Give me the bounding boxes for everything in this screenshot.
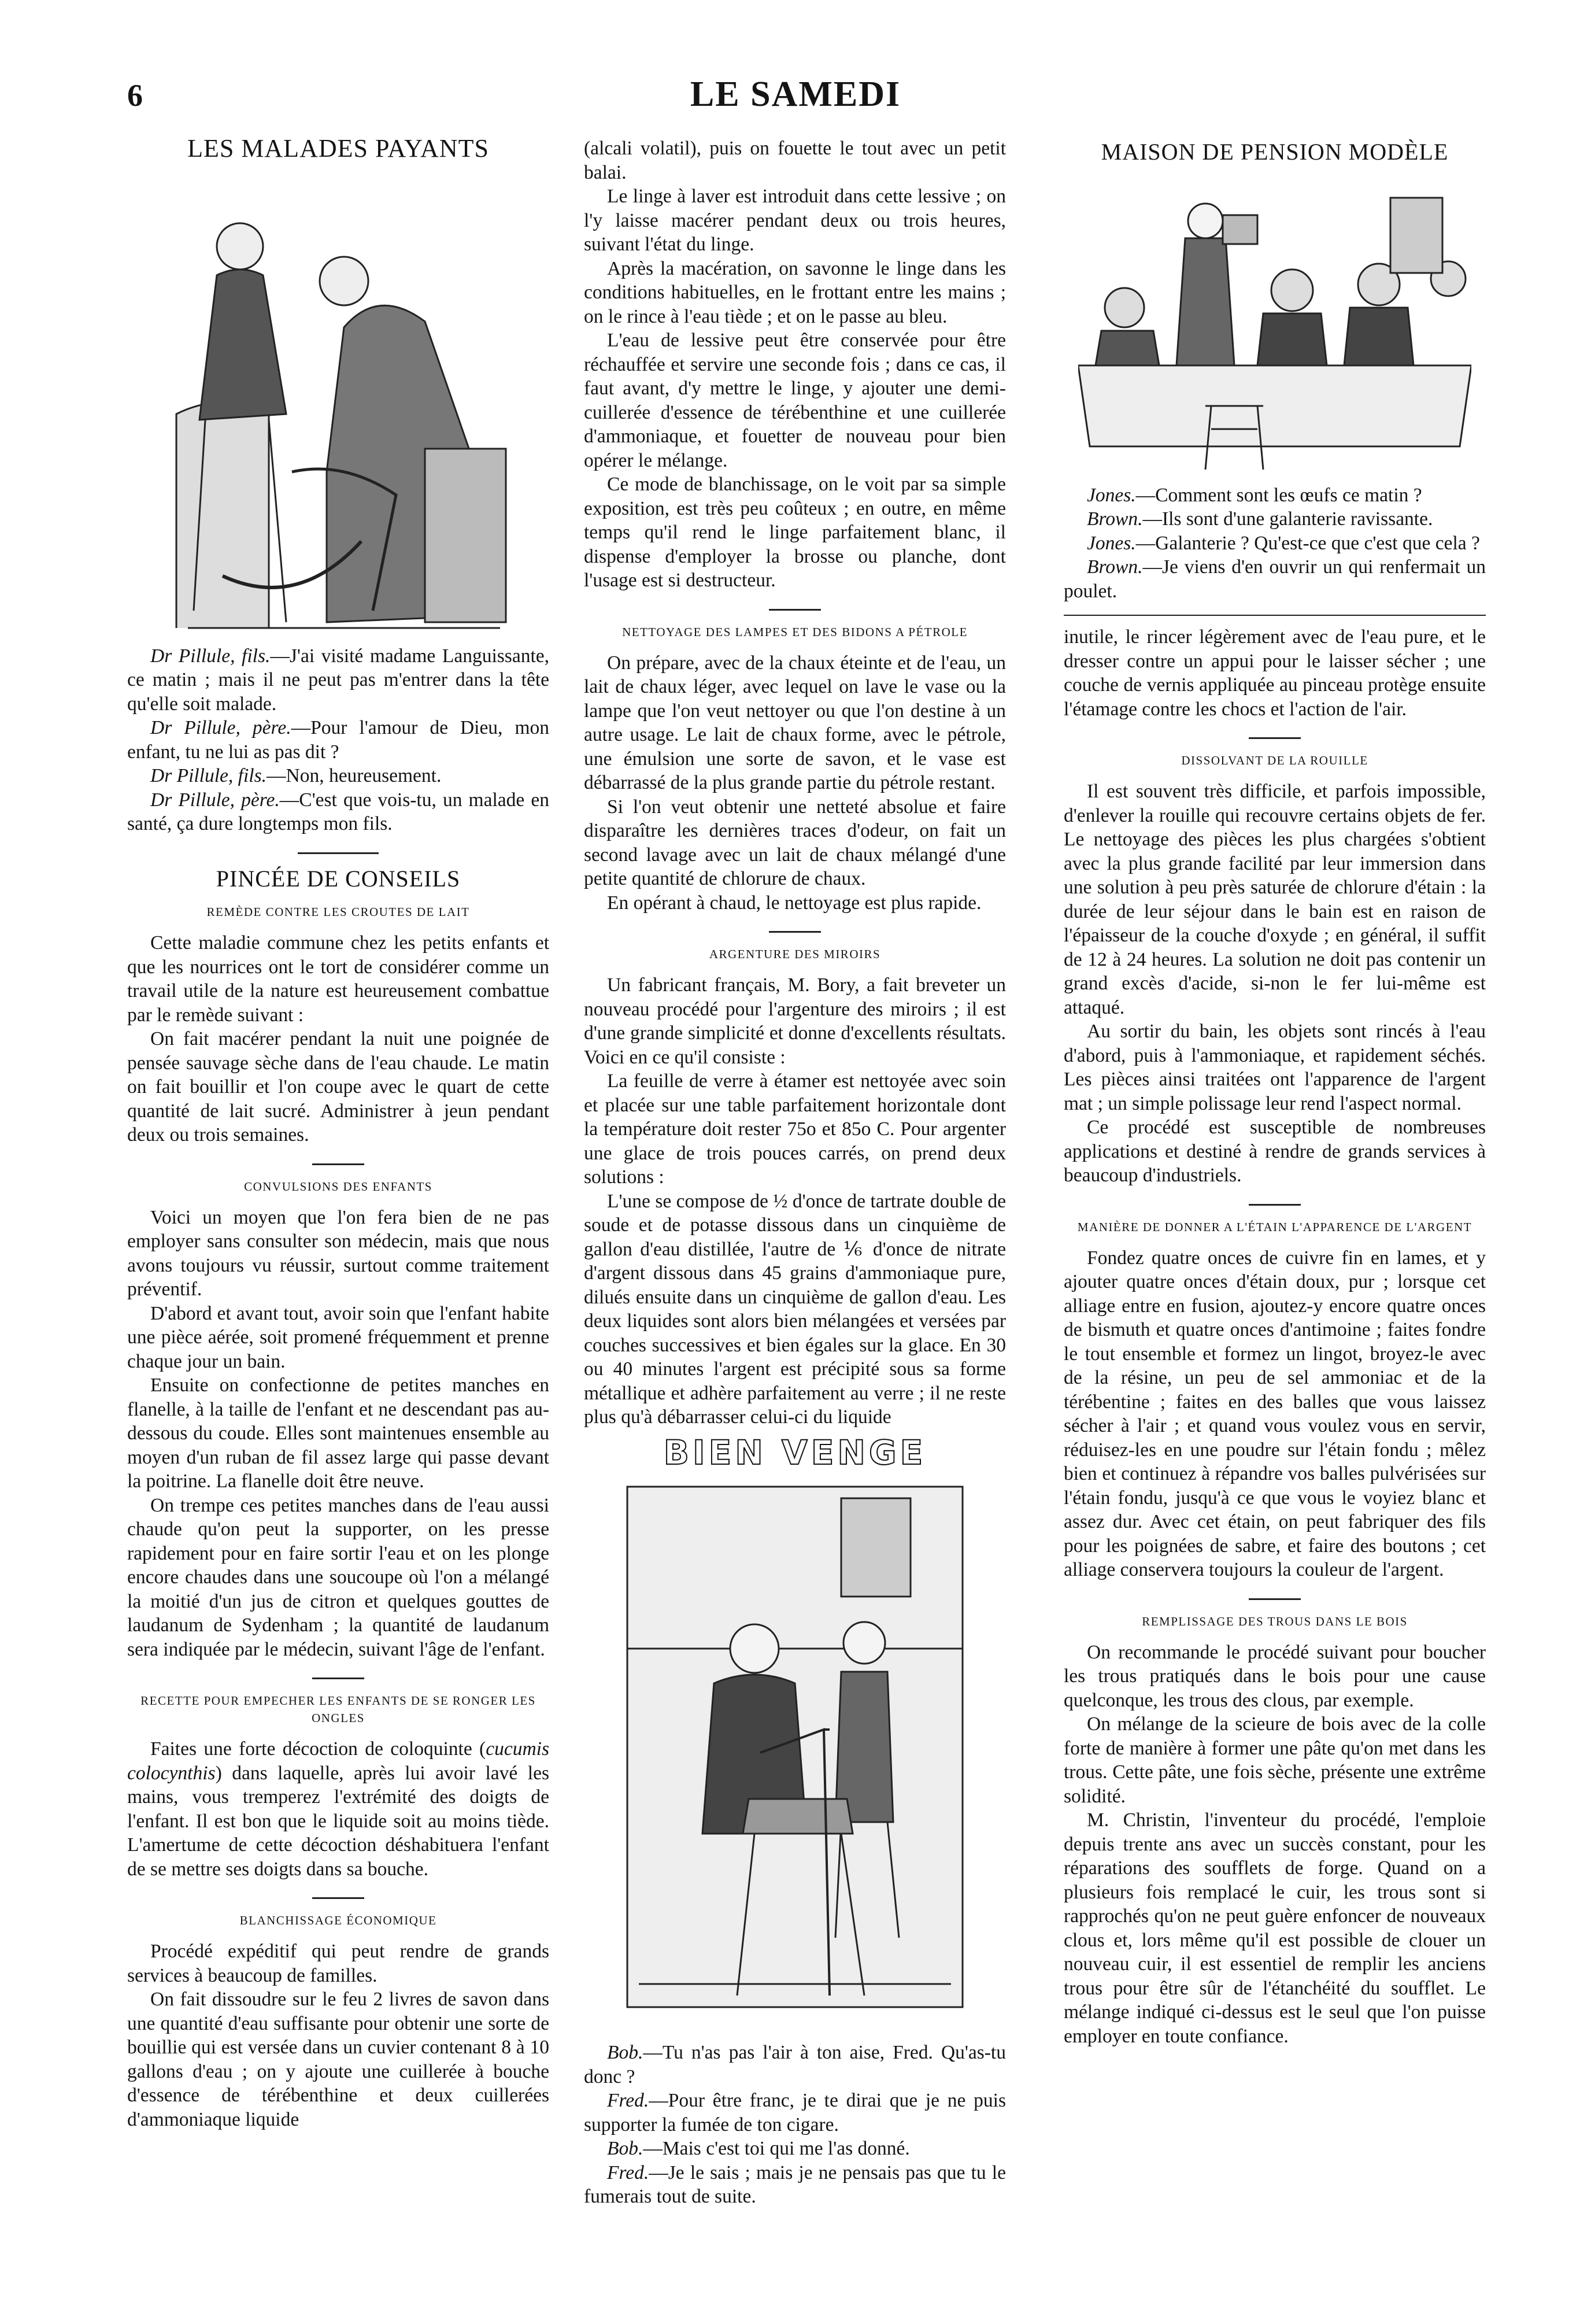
- dialogue-line: Dr Pillule, fils.—J'ai visité madame Languissante, ce matin ; mais il ne peut pas m'entrer dans la tête qu'elle soit malade.: [127, 645, 549, 715]
- divider: [312, 1678, 364, 1679]
- divider: [1064, 615, 1486, 616]
- column-3: [1064, 136, 1486, 2048]
- subheading-trous: REMPLISSAGE DES TROUS DANS LE BOIS: [1142, 1614, 1408, 1628]
- divider: [312, 1163, 364, 1165]
- paragraph: Ce mode de blanchissage, on le voit par sa simple exposition, est très peu coûteux ; en outre, en même temps qu'il rend le linge parfaitement blanc, il dispense d'employer la brosse ou planche, dont l'usage est si destructeur.: [584, 474, 1006, 591]
- column-2: [584, 136, 1006, 2209]
- divider: [769, 931, 821, 933]
- paragraph: Fondez quatre onces de cuivre fin en lames, et y ajouter quatre onces d'étain doux, pur ; lorsque cet alliage entre en fusion, ajoutez-y encore quatre onces de bismuth et quatre onces d'antimoine ; faites fondre le tout ensemble et formez un lingot, broyez-le avec de la résine, un peu de sel ammoniac et de la térébentine ; faites en des balles que vous laissez sécher à l'air ; et quand vous voulez vous en servir, réduisez-les en une poudre sur l'étain fondu ; mêlez bien et continuez à répandre vos balles pulvérisées sur l'étain fondu, jusqu'à ce que vous le voyiez blanc et assez dur. Avec cet étain, on peut fabriquer des fils pour les poignées de sabre, et faire des boutons ; cet alliage conservera toujours la couleur de l'argent.: [1064, 1247, 1486, 1580]
- paragraph: On mélange de la scieure de bois avec de la colle forte de manière à former une pâte qu'on met dans les trous. Cette pâte, une fois sèche, présente une extrême solidité.: [1064, 1713, 1486, 1807]
- subheading-croutes: REMÈDE CONTRE LES CROUTES DE LAIT: [206, 905, 470, 919]
- divider: [1249, 1598, 1301, 1600]
- dialogue-line: Dr Pillule, père.—C'est que vois-tu, un malade en santé, ça dure longtemps mon fils.: [127, 789, 549, 834]
- paragraph: Il est souvent très difficile, et parfois impossible, d'enlever la rouille qui recouvre certains objets de fer. Le nettoyage des pièces les plus chargées s'obtient avec la plus grande facilité par leur immersion dans une solution à peu près saturée de chlorure d'étain : la durée de leur séjour dans le bain est en raison de l'épaisseur de la couche d'oxyde ; en général, il suffit de 12 à 24 heures. La solution ne doit pas contenir un grand excès d'acide, si-non le fer lui-même est attaqué.: [1064, 781, 1486, 1018]
- dialogue-line: Jones.—Galanterie ? Qu'est-ce que c'est que cela ?: [1087, 532, 1480, 554]
- paragraph: Procédé expéditif qui peut rendre de grands services à beaucoup de familles.: [127, 1941, 549, 1986]
- dialogue-bien-venge: [584, 2041, 1006, 2209]
- subheading-rouille: DISSOLVANT DE LA ROUILLE: [1181, 753, 1368, 767]
- dialogue-line: Bob.—Mais c'est toi qui me l'as donné.: [607, 2138, 910, 2159]
- doctors-illustration: [153, 171, 523, 634]
- paragraph: Voici un moyen que l'on fera bien de ne pas employer sans consulter son médecin, mais que nous avons toujours vu réussir, surtout comme traitement préventif.: [127, 1206, 549, 1300]
- paragraph: Après la macération, on savonne le linge dans les conditions habituelles, en le frottant entre les mains ; on le rince à l'eau tiède ; et on le passe au bleu.: [584, 257, 1006, 327]
- paragraph: On trempe ces petites manches dans de l'eau aussi chaude qu'on peut la supporter, on les presse rapidement pour en faire sortir l'eau et on les plonge encore chaudes dans une soucoupe où l'on a mélangé la moitié d'un jus de citron et quelques gouttes de laudanum de Sydenham ; la quantité de laudanum sera indiquée par le médecin, suivant l'âge de l'enfant.: [127, 1494, 549, 1660]
- paragraph: Ce procédé est susceptible de nombreuses applications et destiné à rendre de grands services à beaucoup d'industriels.: [1064, 1117, 1486, 1186]
- paragraph: En opérant à chaud, le nettoyage est plus rapide.: [607, 892, 982, 914]
- section-title-conseils: PINCÉE DE CONSEILS: [216, 865, 461, 892]
- paragraph: M. Christin, l'inventeur du procédé, l'emploie depuis trente ans avec un succès constant, pour les réparations des soufflets de forge. Quand on a plusieurs fois remplacé le cuir, les trous sont si rapprochés qu'on ne peut guère enfoncer de nouveaux clous et, lors même qu'il est possible de clouer un nouveau cuir, il est essentiel de remplir les anciens trous pour être sûr de l'étanchéité du soufflet. Le mélange indiqué ci-dessus est le seul que l'on puisse employer en toute confiance.: [1064, 1809, 1486, 2047]
- paragraph: (alcali volatil), puis on fouette le tout avec un petit balai.: [584, 138, 1006, 183]
- paragraph: Ensuite on confectionne de petites manches en flanelle, à la taille de l'enfant et ne descendant pas au-dessous du coude. Elles sont maintenues ensemble au moyen d'un ruban de fil assez large qui passe devant la poitrine. La flanelle doit être neuve.: [127, 1375, 549, 1492]
- subheading-convulsions: CONVULSIONS DES ENFANTS: [244, 1179, 432, 1194]
- paragraph: Cette maladie commune chez les petits enfants et que les nourrices ont le tort de considérer comme un travail utile de la nature est heureusement combattue par le remède suivant :: [127, 932, 549, 1026]
- paragraph: La feuille de verre à étamer est nettoyée avec soin et placée sur une table parfaitement horizontale dont la température doit rester 75o et 85o C. Pour argenter une glace de trois pouces carrés, on prend deux solutions :: [584, 1070, 1006, 1188]
- paragraph: Au sortir du bain, les objets sont rincés à l'eau d'abord, puis à l'ammoniaque, et rapidement séchés. Les pièces ainsi traitées ont l'apparence de l'argent mat ; un simple polissage leur rend l'aspect normal.: [1064, 1021, 1486, 1114]
- dialogue-line: Bob.—Tu n'as pas l'air à ton aise, Fred. Qu'as-tu donc ?: [584, 2042, 1006, 2087]
- page-number: 6: [127, 78, 143, 113]
- article-title-bien-venge: BIEN VENGE: [663, 1432, 927, 1472]
- masthead-title: LE SAMEDI: [690, 75, 901, 114]
- subheading-blanchissage: BLANCHISSAGE ÉCONOMIQUE: [239, 1913, 437, 1927]
- dialogue-pension: [1064, 483, 1486, 604]
- divider: [312, 1897, 364, 1899]
- subheading-miroirs: ARGENTURE DES MIROIRS: [709, 947, 881, 961]
- divider: [1249, 1204, 1301, 1206]
- boarding-house-illustration: [1078, 175, 1471, 475]
- dialogue-line: Brown.—Ils sont d'une galanterie ravissante.: [1087, 508, 1433, 530]
- dialogue-line: Brown.—Je viens d'en ouvrir un qui renfermait un poulet.: [1064, 556, 1486, 602]
- subheading-lampes: NETTOYAGE DES LAMPES ET DES BIDONS A PÉTROLE: [622, 625, 968, 639]
- paragraph: On fait macérer pendant la nuit une poignée de pensée sauvage sèche dans de l'eau chaude. Le matin on fait bouillir et l'on coupe avec le quart de cette quantité de lait sucré. Administrer à jeun pendant deux ou trois semaines.: [127, 1028, 549, 1146]
- divider: [298, 852, 379, 854]
- dialogue-line: Jones.—Comment sont les œufs ce matin ?: [1087, 484, 1422, 506]
- paragraph: Le linge à laver est introduit dans cette lessive ; on l'y laisse macérer pendant deux ou trois heures, suivant l'état du linge.: [584, 186, 1006, 255]
- dialogue-line: Dr Pillule, père.—Pour l'amour de Dieu, mon enfant, tu ne lui as pas dit ?: [127, 717, 549, 763]
- divider: [1249, 737, 1301, 739]
- cigar-illustration: [621, 1475, 968, 2030]
- subheading-etain: MANIÈRE DE DONNER A L'ÉTAIN L'APPARENCE DE L'ARGENT: [1077, 1220, 1472, 1234]
- paragraph: On prépare, avec de la chaux éteinte et de l'eau, un lait de chaux léger, avec lequel on lave le vase ou la lampe que l'on veut nettoyer ou que l'on destine à un autre usage. Le lait de chaux forme, avec le pétrole, une émulsion une sorte de savon, et le vase est débarrassé de la plus grande partie du pétrole restant.: [584, 652, 1006, 793]
- dialogue-line: Fred.—Pour être franc, je te dirai que je ne puis supporter la fumée de ton cigare.: [584, 2090, 1006, 2135]
- subheading-ongles: RECETTE POUR EMPECHER LES ENFANTS DE SE RONGER LES ONGLES: [140, 1694, 536, 1725]
- divider: [769, 609, 821, 611]
- column-1: [127, 133, 549, 2131]
- article-title-malades: LES MALADES PAYANTS: [187, 134, 489, 162]
- paragraph: Faites une forte décoction de coloquinte (cucumis colocynthis) dans laquelle, après lui avoir lavé les mains, vous tremperez l'extrémité des doigts de l'enfant. Il est bon que le liquide soit au moins tiède. L'amertume de cette décoction déshabituera l'enfant de se mettre ses doigts dans sa bouche.: [127, 1738, 549, 1880]
- paragraph: Un fabricant français, M. Bory, a fait breveter un nouveau procédé pour l'argenture des miroirs ; il est d'une grande simplicité et donne d'excellents résultats. Voici en ce qu'il consiste :: [584, 974, 1006, 1068]
- paragraph: Si l'on veut obtenir une netteté absolue et faire disparaître les dernières traces d'odeur, on fait un second lavage avec un lait de chaux mélangé d'une petite quantité de chlorure de chaux.: [584, 796, 1006, 889]
- paragraph: inutile, le rincer légèrement avec de l'eau pure, et le dresser contre un appui pour le laisser sécher ; une couche de vernis appliquée au pinceau protège ensuite l'étamage contre les chocs et l'action de l'air.: [1064, 626, 1486, 720]
- dialogue-line: Dr Pillule, fils.—Non, heureusement.: [150, 765, 442, 786]
- paragraph: L'une se compose de ½ d'once de tartrate double de soude et de potasse dissous dans un cinquième de gallon d'eau distillée, l'autre de ⅙ d'once de nitrate d'argent dissous dans 45 grains d'ammoniaque pure, dilués ensuite dans un cinquième de gallon d'eau. Les deux liquides sont alors bien mélangées et versées par couches successives et bien égales sur la glace. En 30 ou 40 minutes l'argent est précipité sous sa forme métallique et adhère parfaitement au verre ; il ne reste plus qu'à débarrasser celui-ci du liquide: [584, 1190, 1006, 1428]
- article-title-pension: MAISON DE PENSION MODÈLE: [1101, 139, 1449, 165]
- paragraph: D'abord et avant tout, avoir soin que l'enfant habite une pièce aérée, soit promené fréquemment et prenne chaque jour un bain.: [127, 1302, 549, 1372]
- paragraph: L'eau de lessive peut être conservée pour être réchauffée et servire une seconde fois ; dans ce cas, il faut avant, d'y mettre le linge, y ajouter une demi-cuillerée d'essence de térébenthine et une cuillerée d'ammoniaque, et fouetter de nouveau pour bien opérer le mélange.: [584, 330, 1006, 471]
- paragraph: On fait dissoudre sur le feu 2 livres de savon dans une quantité d'eau suffisante pour obtenir une sorte de bouillie qui est versée dans un cuvier contenant 8 à 10 gallons d'eau ; on y ajoute une cuillerée à bouche d'essence de térébenthine et deux cuillerées d'ammoniaque liquide: [127, 1989, 549, 2130]
- dialogue-line: Fred.—Je le sais ; mais je ne pensais pas que tu le fumerais tout de suite.: [584, 2162, 1006, 2207]
- dialogue-malades: [127, 644, 549, 836]
- paragraph: On recommande le procédé suivant pour boucher les trous pratiqués dans le bois pour une cause quelconque, les trous des clous, par exemple.: [1064, 1641, 1486, 1711]
